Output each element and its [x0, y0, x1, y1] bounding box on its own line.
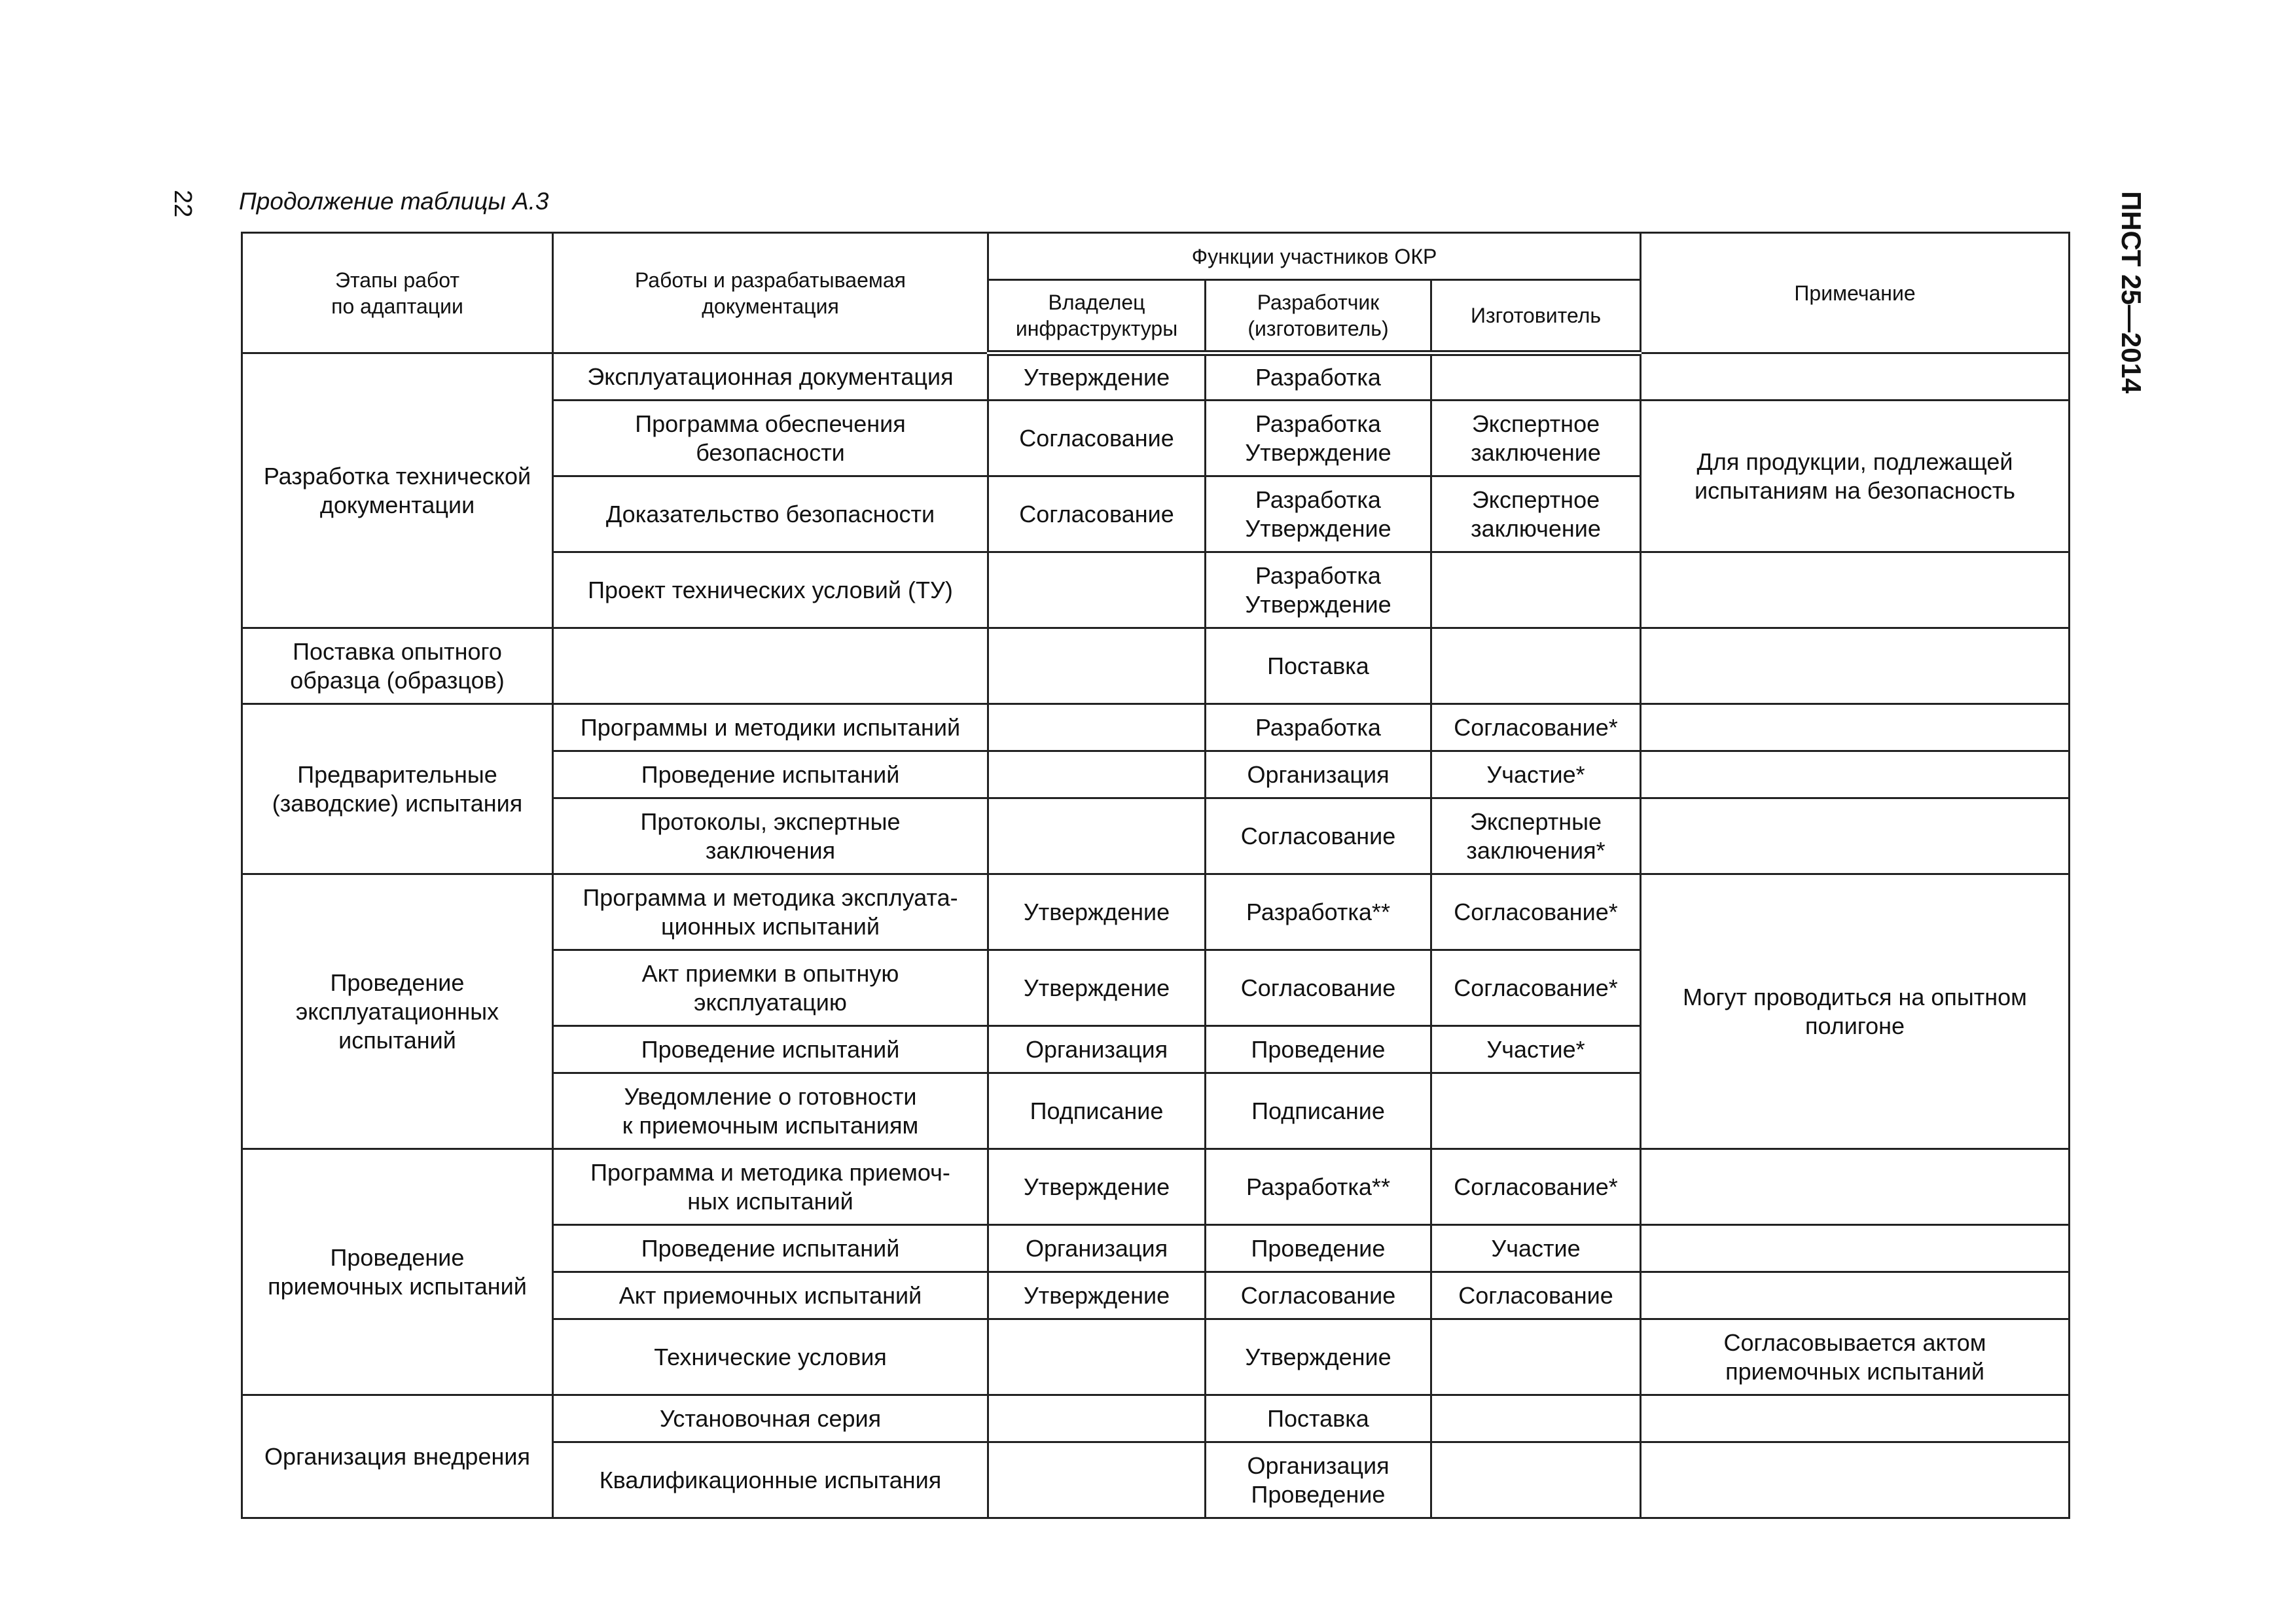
note-cell [1641, 628, 2070, 704]
developer-cell: Организация [1206, 751, 1431, 798]
owner-cell [988, 1395, 1206, 1442]
owner-cell: Утверждение [988, 1272, 1206, 1319]
owner-cell: Организация [988, 1225, 1206, 1272]
developer-cell: Разработка Утверждение [1206, 552, 1431, 628]
table-row [242, 628, 2070, 704]
header-owner: Владелец инфраструктуры [988, 280, 1206, 353]
owner-cell: Утверждение [988, 874, 1206, 950]
owner-cell [988, 751, 1206, 798]
manufacturer-cell [1431, 1442, 1641, 1518]
table-caption: Продолжение таблицы А.3 [239, 188, 549, 215]
manufacturer-cell: Участие* [1431, 751, 1641, 798]
work-cell: Проект технических условий (ТУ) [553, 552, 988, 628]
header-note: Примечание [1641, 233, 2070, 353]
owner-cell: Согласование [988, 401, 1206, 476]
note-cell [1641, 798, 2070, 874]
manufacturer-cell: Согласование* [1431, 1149, 1641, 1225]
work-cell: Доказательство безопасности [553, 476, 988, 552]
stage-cell: Проведение приемочных испытаний [242, 1149, 553, 1395]
owner-cell: Подписание [988, 1073, 1206, 1149]
manufacturer-cell [1431, 1073, 1641, 1149]
manufacturer-cell: Экспертное заключение [1431, 401, 1641, 476]
work-cell: Уведомление о готовности к приемочным испытаниям [553, 1073, 988, 1149]
stage-cell: Предварительные (заводские) испытания [242, 704, 553, 874]
header-manufacturer: Изготовитель [1431, 280, 1641, 353]
developer-cell: Поставка [1206, 628, 1431, 704]
header-stages: Этапы работ по адаптации [242, 233, 553, 353]
note-cell [1641, 1149, 2070, 1225]
manufacturer-cell: Экспертные заключения* [1431, 798, 1641, 874]
note-cell: Могут проводиться на опытном полигоне [1641, 874, 2070, 1149]
developer-cell: Согласование [1206, 950, 1431, 1026]
manufacturer-cell [1431, 1395, 1641, 1442]
manufacturer-cell: Согласование* [1431, 950, 1641, 1026]
work-cell: Технические условия [553, 1319, 988, 1395]
owner-cell [988, 704, 1206, 751]
developer-cell: Подписание [1206, 1073, 1431, 1149]
developer-cell: Поставка [1206, 1395, 1431, 1442]
stage-cell: Проведение эксплуатационных испытаний [242, 874, 553, 1149]
stage-cell: Поставка опытного образца (образцов) [242, 628, 553, 704]
developer-cell: Разработка [1206, 353, 1431, 401]
developer-cell: Проведение [1206, 1225, 1431, 1272]
owner-cell [988, 628, 1206, 704]
table-row [242, 1149, 2070, 1225]
header-functions: Функции участников ОКР [988, 233, 1641, 280]
page-number: 22 [169, 190, 196, 218]
work-cell: Программа и методика эксплуата- ционных испытаний [553, 874, 988, 950]
work-cell: Проведение испытаний [553, 1225, 988, 1272]
developer-cell: Разработка [1206, 704, 1431, 751]
work-cell: Квалификационные испытания [553, 1442, 988, 1518]
adaptation-table [241, 232, 2070, 1519]
work-cell: Проведение испытаний [553, 1026, 988, 1073]
header-developer: Разработчик (изготовитель) [1206, 280, 1431, 353]
note-cell: Для продукции, подлежащей испытаниям на безопасность [1641, 401, 2070, 552]
note-cell [1641, 751, 2070, 798]
table-body [242, 353, 2070, 1518]
table-row [242, 353, 2070, 401]
table-header [242, 233, 2070, 353]
developer-cell: Организация Проведение [1206, 1442, 1431, 1518]
developer-cell: Разработка Утверждение [1206, 401, 1431, 476]
work-cell: Установочная серия [553, 1395, 988, 1442]
standard-code: ПНСТ 25—2014 [2116, 191, 2147, 394]
work-cell: Программа и методика приемоч- ных испытаний [553, 1149, 988, 1225]
manufacturer-cell [1431, 353, 1641, 401]
work-cell: Программа обеспечения безопасности [553, 401, 988, 476]
developer-cell: Согласование [1206, 1272, 1431, 1319]
manufacturer-cell: Согласование* [1431, 704, 1641, 751]
note-cell [1641, 704, 2070, 751]
table-row [242, 1395, 2070, 1442]
note-cell [1641, 353, 2070, 401]
manufacturer-cell [1431, 1319, 1641, 1395]
owner-cell: Утверждение [988, 1149, 1206, 1225]
developer-cell: Разработка** [1206, 874, 1431, 950]
developer-cell: Согласование [1206, 798, 1431, 874]
manufacturer-cell: Экспертное заключение [1431, 476, 1641, 552]
owner-cell: Утверждение [988, 353, 1206, 401]
manufacturer-cell [1431, 552, 1641, 628]
table-row [242, 874, 2070, 950]
note-cell [1641, 552, 2070, 628]
note-cell [1641, 1442, 2070, 1518]
owner-cell: Организация [988, 1026, 1206, 1073]
stage-cell: Разработка технической документации [242, 353, 553, 628]
note-cell [1641, 1272, 2070, 1319]
table-row [242, 704, 2070, 751]
owner-cell [988, 552, 1206, 628]
developer-cell: Разработка Утверждение [1206, 476, 1431, 552]
work-cell: Протоколы, экспертные заключения [553, 798, 988, 874]
note-cell [1641, 1225, 2070, 1272]
owner-cell: Утверждение [988, 950, 1206, 1026]
work-cell: Эксплуатационная документация [553, 353, 988, 401]
owner-cell [988, 798, 1206, 874]
owner-cell: Согласование [988, 476, 1206, 552]
manufacturer-cell: Участие* [1431, 1026, 1641, 1073]
manufacturer-cell: Участие [1431, 1225, 1641, 1272]
stage-cell: Организация внедрения [242, 1395, 553, 1518]
manufacturer-cell: Согласование [1431, 1272, 1641, 1319]
work-cell [553, 628, 988, 704]
manufacturer-cell [1431, 628, 1641, 704]
work-cell: Программы и методики испытаний [553, 704, 988, 751]
note-cell [1641, 1395, 2070, 1442]
work-cell: Акт приемочных испытаний [553, 1272, 988, 1319]
note-cell: Согласовывается актом приемочных испытаний [1641, 1319, 2070, 1395]
work-cell: Акт приемки в опытную эксплуатацию [553, 950, 988, 1026]
owner-cell [988, 1442, 1206, 1518]
header-works: Работы и разрабатываемая документация [553, 233, 988, 353]
manufacturer-cell: Согласование* [1431, 874, 1641, 950]
developer-cell: Утверждение [1206, 1319, 1431, 1395]
developer-cell: Проведение [1206, 1026, 1431, 1073]
owner-cell [988, 1319, 1206, 1395]
developer-cell: Разработка** [1206, 1149, 1431, 1225]
work-cell: Проведение испытаний [553, 751, 988, 798]
